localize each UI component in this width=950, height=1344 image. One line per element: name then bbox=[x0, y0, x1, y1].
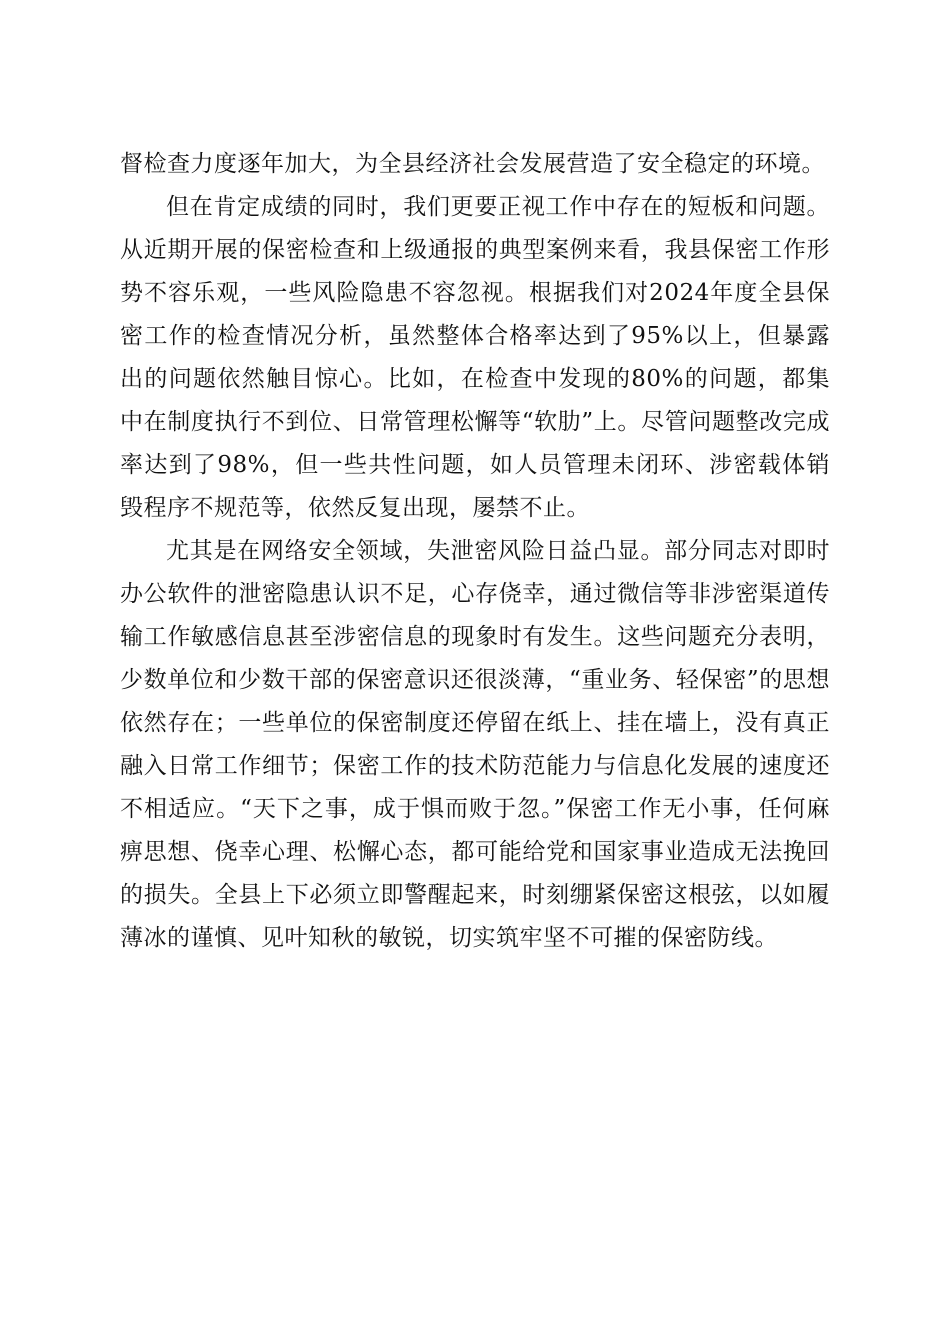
paragraph-shortcomings: 但在肯定成绩的同时，我们更要正视工作中存在的短板和问题。从近期开展的保密检查和上级通报的典型案例来看，我县保密工作形势不容乐观，一些风险隐患不容忽视。根据我们对2024年度全县保密工作的检查情况分析，虽然整体合格率达到了95%以上，但暴露出的问题依然触目惊心。比如，在检查中发现的80%的问题，都集中在制度执行不到位、日常管理松懈等“软肋”上。尽管问题整改完成率达到了98%，但一些共性问题，如人员管理未闭环、涉密载体销毁程序不规范等，依然反复出现，屡禁不止。 bbox=[120, 194, 830, 521]
paragraph-network-security: 尤其是在网络安全领域，失泄密风险日益凸显。部分同志对即时办公软件的泄密隐患认识不足，心存侥幸，通过微信等非涉密渠道传输工作敏感信息甚至涉密信息的现象时有发生。这些问题充分表明，少数单位和少数干部的保密意识还很淡薄，“重业务、轻保密”的思想依然存在；一些单位的保密制度还停留在纸上、挂在墙上，没有真正融入日常工作细节；保密工作的技术防范能力与信息化发展的速度还不相适应。“天下之事，成于惧而败于忽。”保密工作无小事，任何麻痹思想、侥幸心理、松懈心态，都可能给党和国家事业造成无法挽回的损失。全县上下必须立即警醒起来，时刻绷紧保密这根弦，以如履薄冰的谨慎、见叶知秋的敏锐，切实筑牢坚不可摧的保密防线。 bbox=[120, 538, 830, 951]
paragraph-continuation: 督检查力度逐年加大，为全县经济社会发展营造了安全稳定的环境。 bbox=[120, 151, 825, 177]
document-body bbox=[120, 143, 830, 960]
